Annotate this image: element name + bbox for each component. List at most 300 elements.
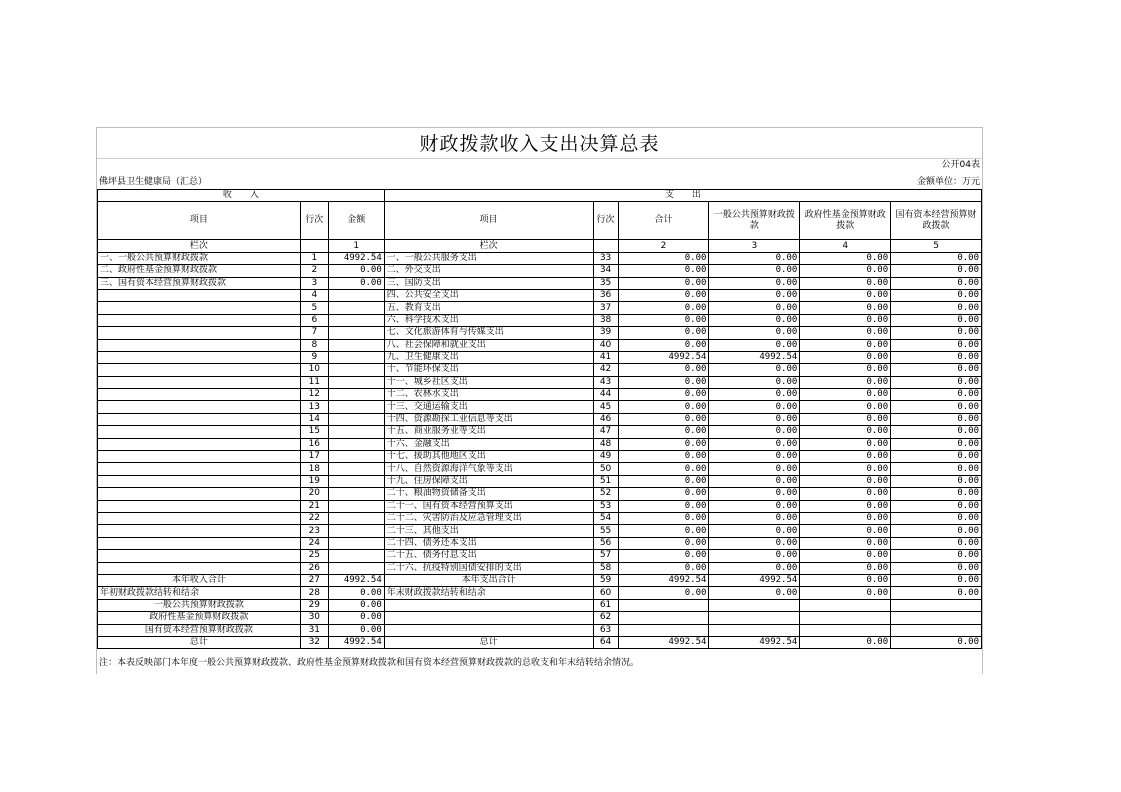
expense-row-no: 62	[593, 612, 618, 624]
expense-item: 二十二、灾害防治及应急管理支出	[384, 512, 593, 524]
income-amount	[328, 289, 384, 301]
income-row-no: 23	[300, 525, 328, 537]
total-amount: 0.00	[618, 265, 709, 277]
table-row	[98, 550, 982, 562]
income-amount	[328, 562, 384, 574]
income-item	[98, 389, 301, 401]
total-amount: 0.00	[618, 463, 709, 475]
expense-item: 二十四、债务还本支出	[384, 537, 593, 549]
gov-fund-amount: 0.00	[800, 426, 891, 438]
expense-item: 十七、援助其他地区支出	[384, 451, 593, 463]
state-capital-header: 国有资本经营预算财政拨款	[891, 202, 982, 240]
income-item	[98, 327, 301, 339]
income-amount: 0.00	[328, 624, 384, 636]
state-capital-amount: 0.00	[891, 289, 982, 301]
general-budget-amount: 0.00	[709, 289, 800, 301]
expense-row-no: 48	[593, 438, 618, 450]
expense-row-no: 58	[593, 562, 618, 574]
income-amount	[328, 550, 384, 562]
gov-fund-amount	[800, 599, 891, 611]
amount-unit: 金额单位：万元	[916, 177, 980, 187]
gov-fund-amount: 0.00	[800, 512, 891, 524]
gov-fund-amount: 0.00	[800, 314, 891, 326]
general-budget-amount: 4992.54	[709, 636, 800, 648]
income-row-no: 11	[300, 376, 328, 388]
state-capital-amount: 0.00	[891, 376, 982, 388]
income-item	[98, 463, 301, 475]
header-row-columns	[98, 202, 982, 240]
income-amount	[328, 512, 384, 524]
income-section-header: 收 入	[98, 190, 385, 202]
income-row-no: 10	[300, 364, 328, 376]
general-budget-header: 一般公共预算财政拨款	[709, 202, 800, 240]
total-amount: 0.00	[618, 426, 709, 438]
table-row	[98, 636, 982, 648]
total-amount: 0.00	[618, 451, 709, 463]
expense-row-no: 36	[593, 289, 618, 301]
col-index-3: 3	[709, 240, 800, 252]
expense-item: 十一、城乡社区支出	[384, 376, 593, 388]
report-sheet	[96, 127, 983, 674]
general-budget-amount: 0.00	[709, 426, 800, 438]
general-budget-amount: 0.00	[709, 302, 800, 314]
table-row	[98, 327, 982, 339]
total-amount: 0.00	[618, 401, 709, 413]
state-capital-amount: 0.00	[891, 265, 982, 277]
income-row-no: 24	[300, 537, 328, 549]
total-amount: 0.00	[618, 302, 709, 314]
gov-fund-amount: 0.00	[800, 376, 891, 388]
gov-fund-amount: 0.00	[800, 562, 891, 574]
income-amount: 0.00	[328, 277, 384, 289]
total-amount: 0.00	[618, 289, 709, 301]
state-capital-amount: 0.00	[891, 302, 982, 314]
general-budget-amount: 0.00	[709, 488, 800, 500]
table-row	[98, 612, 982, 624]
income-item: 一般公共预算财政拨款	[98, 599, 301, 611]
total-amount: 0.00	[618, 562, 709, 574]
income-row-no: 31	[300, 624, 328, 636]
col-index-1: 1	[328, 240, 384, 252]
gov-fund-amount: 0.00	[800, 413, 891, 425]
total-amount: 0.00	[618, 314, 709, 326]
income-amount	[328, 351, 384, 363]
gov-fund-header: 政府性基金预算财政拨款	[800, 202, 891, 240]
income-row-no: 12	[300, 389, 328, 401]
total-amount: 0.00	[618, 500, 709, 512]
expense-row-no: 33	[593, 252, 618, 264]
unit-name: 佛坪县卫生健康局（汇总）	[99, 177, 208, 187]
general-budget-amount: 0.00	[709, 525, 800, 537]
income-item: 三、国有资本经营预算财政拨款	[98, 277, 301, 289]
table-row	[98, 426, 982, 438]
expense-row-no: 41	[593, 351, 618, 363]
state-capital-amount: 0.00	[891, 550, 982, 562]
table-row	[98, 587, 982, 599]
income-item	[98, 500, 301, 512]
general-budget-amount: 0.00	[709, 562, 800, 574]
general-budget-amount: 0.00	[709, 451, 800, 463]
expense-section-header: 支 出	[384, 190, 981, 202]
expense-row-no: 42	[593, 364, 618, 376]
expense-row-no: 59	[593, 574, 618, 586]
gov-fund-amount	[800, 624, 891, 636]
total-amount: 0.00	[618, 364, 709, 376]
income-amount	[328, 500, 384, 512]
state-capital-amount: 0.00	[891, 574, 982, 586]
general-budget-amount: 0.00	[709, 364, 800, 376]
state-capital-amount: 0.00	[891, 401, 982, 413]
gov-fund-amount: 0.00	[800, 277, 891, 289]
expense-item	[384, 624, 593, 636]
income-row-no: 1	[300, 252, 328, 264]
total-amount	[618, 624, 709, 636]
income-row-no: 19	[300, 475, 328, 487]
income-item	[98, 488, 301, 500]
income-item: 年初财政拨款结转和结余	[98, 587, 301, 599]
general-budget-amount: 0.00	[709, 413, 800, 425]
table-row	[98, 475, 982, 487]
gov-fund-amount: 0.00	[800, 550, 891, 562]
income-item	[98, 525, 301, 537]
table-row	[98, 376, 982, 388]
expense-item: 十六、金融支出	[384, 438, 593, 450]
income-amount	[328, 463, 384, 475]
total-amount: 4992.54	[618, 574, 709, 586]
income-row-no: 21	[300, 500, 328, 512]
gov-fund-amount	[800, 612, 891, 624]
expense-item	[384, 599, 593, 611]
state-capital-amount: 0.00	[891, 351, 982, 363]
expense-item: 一、一般公共服务支出	[384, 252, 593, 264]
income-amount	[328, 376, 384, 388]
general-budget-amount: 0.00	[709, 587, 800, 599]
expense-row-no: 37	[593, 302, 618, 314]
table-row	[98, 599, 982, 611]
table-row	[98, 389, 982, 401]
income-amount: 0.00	[328, 587, 384, 599]
report-title: 财政拨款收入支出决算总表	[97, 128, 982, 159]
expense-item: 总计	[384, 636, 593, 648]
gov-fund-amount: 0.00	[800, 463, 891, 475]
state-capital-amount: 0.00	[891, 364, 982, 376]
expense-item: 本年支出合计	[384, 574, 593, 586]
expense-row-no: 35	[593, 277, 618, 289]
income-item	[98, 426, 301, 438]
expense-item: 十、节能环保支出	[384, 364, 593, 376]
general-budget-amount	[709, 612, 800, 624]
expense-item: 十三、交通运输支出	[384, 401, 593, 413]
total-amount: 0.00	[618, 525, 709, 537]
general-budget-amount: 0.00	[709, 475, 800, 487]
expense-item: 六、科学技术支出	[384, 314, 593, 326]
total-amount: 0.00	[618, 389, 709, 401]
income-item: 二、政府性基金预算财政拨款	[98, 265, 301, 277]
general-budget-amount: 0.00	[709, 438, 800, 450]
gov-fund-amount: 0.00	[800, 302, 891, 314]
expense-row-no: 34	[593, 265, 618, 277]
income-amount	[328, 537, 384, 549]
table-row	[98, 314, 982, 326]
income-item	[98, 413, 301, 425]
state-capital-amount: 0.00	[891, 389, 982, 401]
income-item	[98, 550, 301, 562]
income-item	[98, 302, 301, 314]
table-row	[98, 265, 982, 277]
state-capital-amount: 0.00	[891, 525, 982, 537]
column-index-row	[98, 240, 982, 252]
income-row-no: 28	[300, 587, 328, 599]
income-item: 本年收入合计	[98, 574, 301, 586]
total-amount: 4992.54	[618, 636, 709, 648]
income-row-no: 5	[300, 302, 328, 314]
state-capital-amount: 0.00	[891, 339, 982, 351]
general-budget-amount: 0.00	[709, 500, 800, 512]
expense-item: 二十六、抗疫特别国债安排的支出	[384, 562, 593, 574]
table-row	[98, 451, 982, 463]
expense-row-no: 53	[593, 500, 618, 512]
income-row-no: 16	[300, 438, 328, 450]
expense-row-no: 51	[593, 475, 618, 487]
income-item	[98, 512, 301, 524]
form-code: 公开04表	[941, 160, 980, 170]
table-row	[98, 512, 982, 524]
total-amount: 0.00	[618, 512, 709, 524]
income-row-no: 18	[300, 463, 328, 475]
income-row-no: 7	[300, 327, 328, 339]
income-row-no: 20	[300, 488, 328, 500]
table-row	[98, 339, 982, 351]
expense-item: 十五、商业服务业等支出	[384, 426, 593, 438]
income-item	[98, 364, 301, 376]
table-row	[98, 500, 982, 512]
income-item	[98, 401, 301, 413]
income-item	[98, 562, 301, 574]
total-amount: 4992.54	[618, 351, 709, 363]
table-row	[98, 574, 982, 586]
income-amount	[328, 314, 384, 326]
income-row-no: 22	[300, 512, 328, 524]
expense-item: 十八、自然资源海洋气象等支出	[384, 463, 593, 475]
income-item: 总计	[98, 636, 301, 648]
gov-fund-amount: 0.00	[800, 636, 891, 648]
income-row-no: 25	[300, 550, 328, 562]
total-amount: 0.00	[618, 413, 709, 425]
income-item	[98, 438, 301, 450]
state-capital-amount	[891, 624, 982, 636]
gov-fund-amount: 0.00	[800, 289, 891, 301]
expense-row-no: 55	[593, 525, 618, 537]
total-amount: 0.00	[618, 537, 709, 549]
total-amount: 0.00	[618, 339, 709, 351]
table-row	[98, 351, 982, 363]
expense-row-no: 40	[593, 339, 618, 351]
state-capital-amount: 0.00	[891, 636, 982, 648]
col-label: 栏次	[98, 240, 301, 252]
income-item-header: 项目	[98, 202, 301, 240]
col-index-4: 4	[800, 240, 891, 252]
expense-row-no: 64	[593, 636, 618, 648]
total-amount: 0.00	[618, 277, 709, 289]
expense-row-no: 50	[593, 463, 618, 475]
table-row	[98, 277, 982, 289]
gov-fund-amount: 0.00	[800, 587, 891, 599]
gov-fund-amount: 0.00	[800, 451, 891, 463]
income-amount	[328, 426, 384, 438]
gov-fund-amount: 0.00	[800, 351, 891, 363]
expense-row-no: 46	[593, 413, 618, 425]
income-item: 国有资本经营预算财政拨款	[98, 624, 301, 636]
income-item: 政府性基金预算财政拨款	[98, 612, 301, 624]
state-capital-amount: 0.00	[891, 426, 982, 438]
expense-item: 十九、住房保障支出	[384, 475, 593, 487]
income-row-no: 27	[300, 574, 328, 586]
income-amount	[328, 339, 384, 351]
general-budget-amount	[709, 624, 800, 636]
state-capital-amount: 0.00	[891, 438, 982, 450]
table-row	[98, 463, 982, 475]
budget-table	[97, 189, 982, 649]
general-budget-amount: 0.00	[709, 512, 800, 524]
state-capital-amount: 0.00	[891, 587, 982, 599]
income-amount: 4992.54	[328, 252, 384, 264]
general-budget-amount: 0.00	[709, 277, 800, 289]
income-item	[98, 351, 301, 363]
table-row	[98, 525, 982, 537]
total-amount	[618, 612, 709, 624]
expense-row-no: 60	[593, 587, 618, 599]
table-row	[98, 413, 982, 425]
general-budget-amount: 0.00	[709, 376, 800, 388]
general-budget-amount: 0.00	[709, 463, 800, 475]
income-item	[98, 537, 301, 549]
gov-fund-amount: 0.00	[800, 475, 891, 487]
gov-fund-amount: 0.00	[800, 574, 891, 586]
total-amount: 0.00	[618, 550, 709, 562]
expense-row-no: 45	[593, 401, 618, 413]
expense-item: 八、社会保障和就业支出	[384, 339, 593, 351]
general-budget-amount: 0.00	[709, 265, 800, 277]
state-capital-amount: 0.00	[891, 488, 982, 500]
expense-item: 四、公共安全支出	[384, 289, 593, 301]
state-capital-amount: 0.00	[891, 413, 982, 425]
income-amount	[328, 327, 384, 339]
income-amount	[328, 401, 384, 413]
income-amount	[328, 525, 384, 537]
state-capital-amount: 0.00	[891, 327, 982, 339]
expense-row-no: 57	[593, 550, 618, 562]
general-budget-amount: 0.00	[709, 389, 800, 401]
income-amount	[328, 475, 384, 487]
income-amount	[328, 413, 384, 425]
income-amount: 0.00	[328, 265, 384, 277]
gov-fund-amount: 0.00	[800, 339, 891, 351]
income-amount	[328, 488, 384, 500]
income-amount: 0.00	[328, 599, 384, 611]
expense-item: 三、国防支出	[384, 277, 593, 289]
expense-item: 二十五、债务付息支出	[384, 550, 593, 562]
state-capital-amount: 0.00	[891, 500, 982, 512]
income-amount	[328, 302, 384, 314]
gov-fund-amount: 0.00	[800, 401, 891, 413]
expense-item: 九、卫生健康支出	[384, 351, 593, 363]
expense-item: 年末财政拨款结转和结余	[384, 587, 593, 599]
table-row	[98, 252, 982, 264]
gov-fund-amount: 0.00	[800, 252, 891, 264]
income-row-no: 6	[300, 314, 328, 326]
expense-item: 五、教育支出	[384, 302, 593, 314]
state-capital-amount: 0.00	[891, 277, 982, 289]
gov-fund-amount: 0.00	[800, 265, 891, 277]
income-row-no: 32	[300, 636, 328, 648]
expense-row-no: 38	[593, 314, 618, 326]
income-item	[98, 451, 301, 463]
total-amount: 0.00	[618, 327, 709, 339]
gov-fund-amount: 0.00	[800, 537, 891, 549]
income-row-no: 9	[300, 351, 328, 363]
expense-row-no: 44	[593, 389, 618, 401]
state-capital-amount	[891, 599, 982, 611]
income-row-no: 14	[300, 413, 328, 425]
total-amount: 0.00	[618, 475, 709, 487]
income-row-no: 3	[300, 277, 328, 289]
state-capital-amount: 0.00	[891, 314, 982, 326]
total-amount: 0.00	[618, 376, 709, 388]
state-capital-amount	[891, 612, 982, 624]
income-amount	[328, 451, 384, 463]
expense-item: 二、外交支出	[384, 265, 593, 277]
gov-fund-amount: 0.00	[800, 525, 891, 537]
state-capital-amount: 0.00	[891, 537, 982, 549]
expense-row-no: 49	[593, 451, 618, 463]
state-capital-amount: 0.00	[891, 252, 982, 264]
income-item	[98, 289, 301, 301]
table-row	[98, 364, 982, 376]
income-item	[98, 314, 301, 326]
expense-row-no: 61	[593, 599, 618, 611]
income-row-no: 17	[300, 451, 328, 463]
total-amount	[618, 599, 709, 611]
expense-row-no: 47	[593, 426, 618, 438]
income-row-no: 30	[300, 612, 328, 624]
expense-item: 二十三、其他支出	[384, 525, 593, 537]
income-row-no: 26	[300, 562, 328, 574]
state-capital-amount: 0.00	[891, 475, 982, 487]
income-row-no: 29	[300, 599, 328, 611]
general-budget-amount: 0.00	[709, 327, 800, 339]
general-budget-amount: 0.00	[709, 314, 800, 326]
state-capital-amount: 0.00	[891, 562, 982, 574]
total-amount: 0.00	[618, 587, 709, 599]
state-capital-amount: 0.00	[891, 463, 982, 475]
footnote: 注：本表反映部门本年度一般公共预算财政拨款、政府性基金预算财政拨款和国有资本经营预算财政拨款的总收支和年末结转结余情况。	[99, 658, 640, 668]
expense-row-no: 56	[593, 537, 618, 549]
expense-item-header: 项目	[384, 202, 593, 240]
income-rowno-header: 行次	[300, 202, 328, 240]
col-index-2: 2	[618, 240, 709, 252]
income-item	[98, 475, 301, 487]
expense-row-no: 54	[593, 512, 618, 524]
income-amount-header: 金额	[328, 202, 384, 240]
income-item: 一、一般公共预算财政拨款	[98, 252, 301, 264]
table-row	[98, 401, 982, 413]
table-row	[98, 562, 982, 574]
income-item	[98, 339, 301, 351]
expense-item	[384, 612, 593, 624]
total-amount: 0.00	[618, 438, 709, 450]
gov-fund-amount: 0.00	[800, 364, 891, 376]
expense-row-no: 63	[593, 624, 618, 636]
